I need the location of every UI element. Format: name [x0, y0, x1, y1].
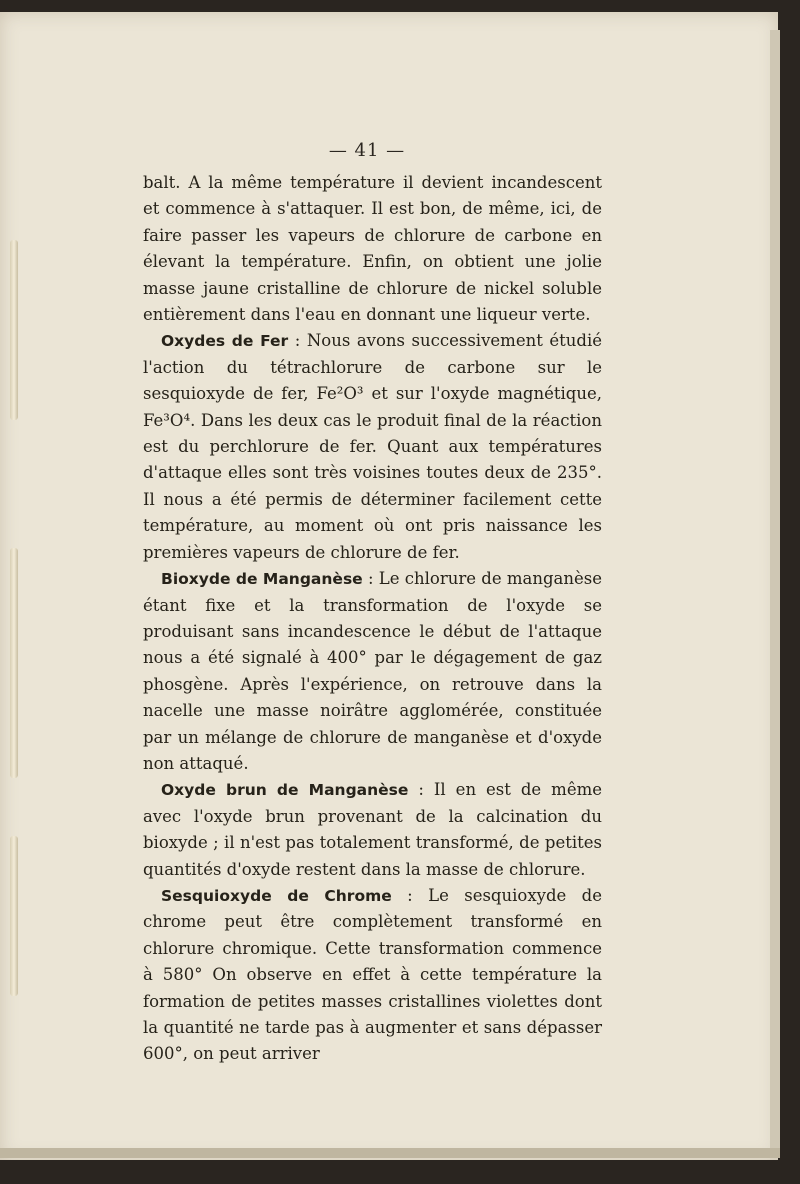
paragraph-heading: Bioxyde de Manganèse: [161, 570, 363, 589]
paragraph: [143, 566, 602, 777]
page-bottom-edge: [0, 1148, 780, 1158]
paragraph-text: balt. A la même température il devient incandescent et commence à s'attaquer. Il est bon, de même, ici, de faire passer les vapeurs de chlorure de carbone en élevant la température. Enfin, on obtient une jolie masse jaune cristalline de chlorure de nickel soluble entièrement dans l'eau en donnant une liqueur verte.: [143, 173, 602, 325]
binding-thread: [10, 240, 18, 420]
page-number: — 41 —: [328, 140, 406, 161]
paragraph-text: : Nous avons successivement étudié l'action du tétrachlorure de carbone sur le sesquioxyde de fer, Fe²O³ et sur l'oxyde magnétique, Fe³O⁴. Dans les deux cas le produit final de la réaction est du perchlorure de fer. Quant aux températures d'attaque elles sont très voisines toutes deux de 235°. Il nous a été permis de déterminer facilement cette température, au moment où ont pris naissance les premières vapeurs de chlorure de fer.: [143, 331, 602, 562]
binding-thread: [10, 548, 18, 778]
paragraph: [143, 170, 602, 328]
page-edge: [770, 30, 780, 1155]
paragraph-text: : Le sesquioxyde de chrome peut être complètement transformé en chlorure chromique. Cette transformation commence à 580° On observe en effet à cette température la formation de petites masses cristallines violettes dont la quantité ne tarde pas à augmenter et sans dépasser 600°, on peut arriver: [143, 885, 602, 1064]
paragraph-text: : Le chlorure de manganèse étant fixe et la transformation de l'oxyde se produisant sans incandescence le début de l'attaque nous a été signalé à 400° par le dégagement de gaz phosgène. Après l'expérience, on retrouve dans la nacelle une masse noirâtre agglomérée, constituée par un mélange de chlorure de manganèse et d'oxyde non attaqué.: [143, 569, 602, 773]
paragraph-heading: Sesquioxyde de Chrome: [161, 886, 392, 905]
paragraph-heading: Oxyde brun de Manganèse: [161, 781, 409, 800]
paragraph: [143, 328, 602, 566]
binding-thread: [10, 836, 18, 996]
paragraph-text: : Il en est de même avec l'oxyde brun provenant de la calcination du bioxyde ; il n'est pas totalement transformé, de petites quantités d'oxyde restent dans la masse de chlorure.: [143, 780, 602, 879]
paragraph: [143, 883, 602, 1068]
paragraph-heading: Oxydes de Fer: [161, 332, 289, 351]
paragraph: [143, 777, 602, 883]
body-text: [143, 170, 602, 1068]
